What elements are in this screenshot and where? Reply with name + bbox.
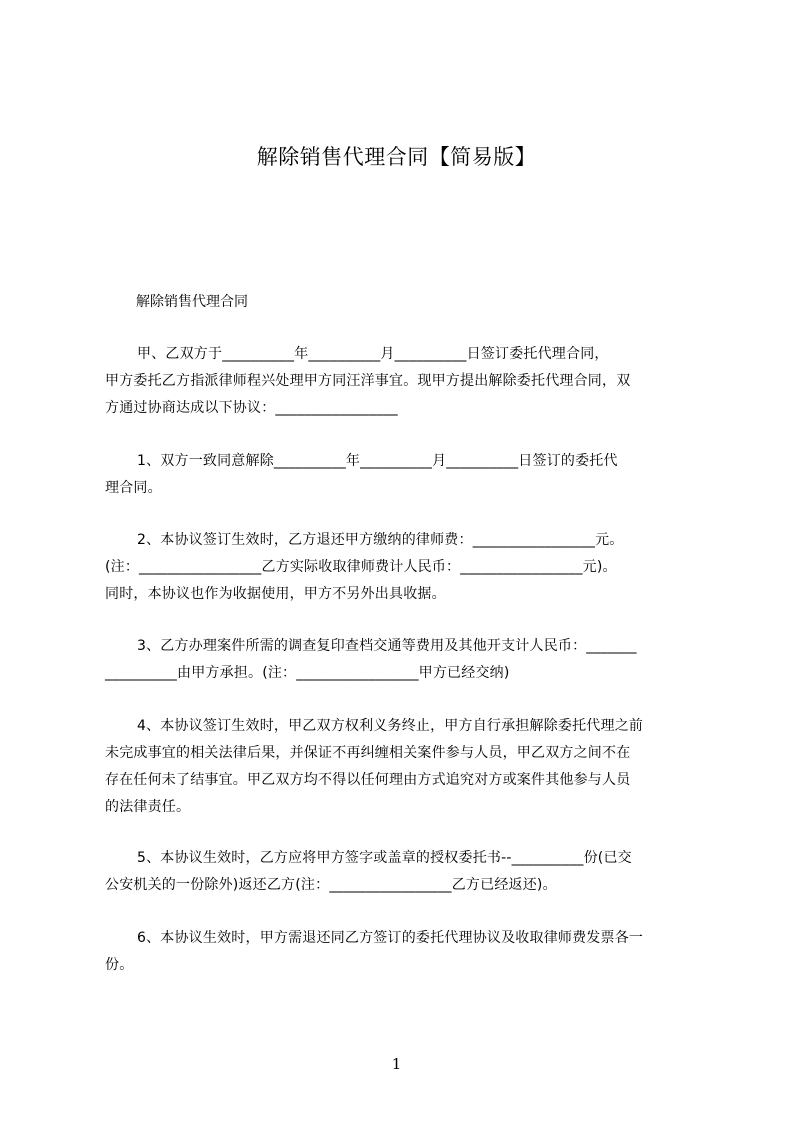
paragraph-line: 公安机关的一份除外)返还乙方(注：_________________乙方已经返还)。 [105,877,557,893]
paragraph-line: __________由甲方承担。(注：_________________甲方已经交纳) [105,665,510,681]
paragraph-line: 甲、乙双方于__________年__________月__________日签订委托代理合同， [137,346,609,362]
paragraph-intro [105,341,705,422]
paragraph-clause-2 [105,527,705,608]
paragraph-line: 份。 [105,957,134,973]
paragraph-line: 1、双方一致同意解除__________年__________月__________日签订的委托代 [137,453,618,469]
paragraph-line: 4、本协议签订生效时，甲乙双方权利义务终止，甲方自行承担解除委托代理之前 [137,718,644,734]
page-number: 1 [391,1055,402,1073]
paragraph-line: (注：_________________乙方实际收取律师费计人民币：_________________元)。 [105,559,617,575]
paragraph-line: 存在任何未了结事宜。甲乙双方均不得以任何理由方式追究对方或案件其他参与人员 [105,772,631,788]
paragraph-clause-6 [105,925,705,979]
paragraph-line: 未完成事宜的相关法律后果，并保证不再纠缠相关案件参与人员，甲乙双方之间不在 [105,745,631,761]
paragraph-clause-5 [105,845,705,899]
paragraph-clause-4 [105,713,705,821]
document-title: 解除销售代理合同【简易版】 [256,145,537,169]
paragraph-clause-3 [105,633,705,687]
paragraph-line: 6、本协议生效时，甲方需退还同乙方签订的委托代理协议及收取律师费发票各一 [137,930,644,946]
paragraph-line: 2、本协议签订生效时，乙方退还甲方缴纳的律师费：_________________元。 [137,532,624,548]
paragraph-clause-1 [105,448,705,502]
paragraph-line: 方通过协商达成以下协议：_________________ [105,400,398,416]
paragraph-line: 的法律责任。 [105,799,191,815]
paragraph-line: 3、乙方办理案件所需的调查复印查档交通等费用及其他开支计人民币：_______ [137,638,637,654]
paragraph-line: 同时，本协议也作为收据使用，甲方不另外出具收据。 [105,586,446,602]
paragraph-line: 理合同。 [105,480,162,496]
paragraph-line: 5、本协议生效时，乙方应将甲方签字或盖章的授权委托书--__________份(已交 [137,850,632,866]
document-subtitle: 解除销售代理合同 [136,294,248,310]
paragraph-line: 甲方委托乙方指派律师程兴处理甲方同汪洋事宜。现甲方提出解除委托代理合同，双 [105,373,631,389]
